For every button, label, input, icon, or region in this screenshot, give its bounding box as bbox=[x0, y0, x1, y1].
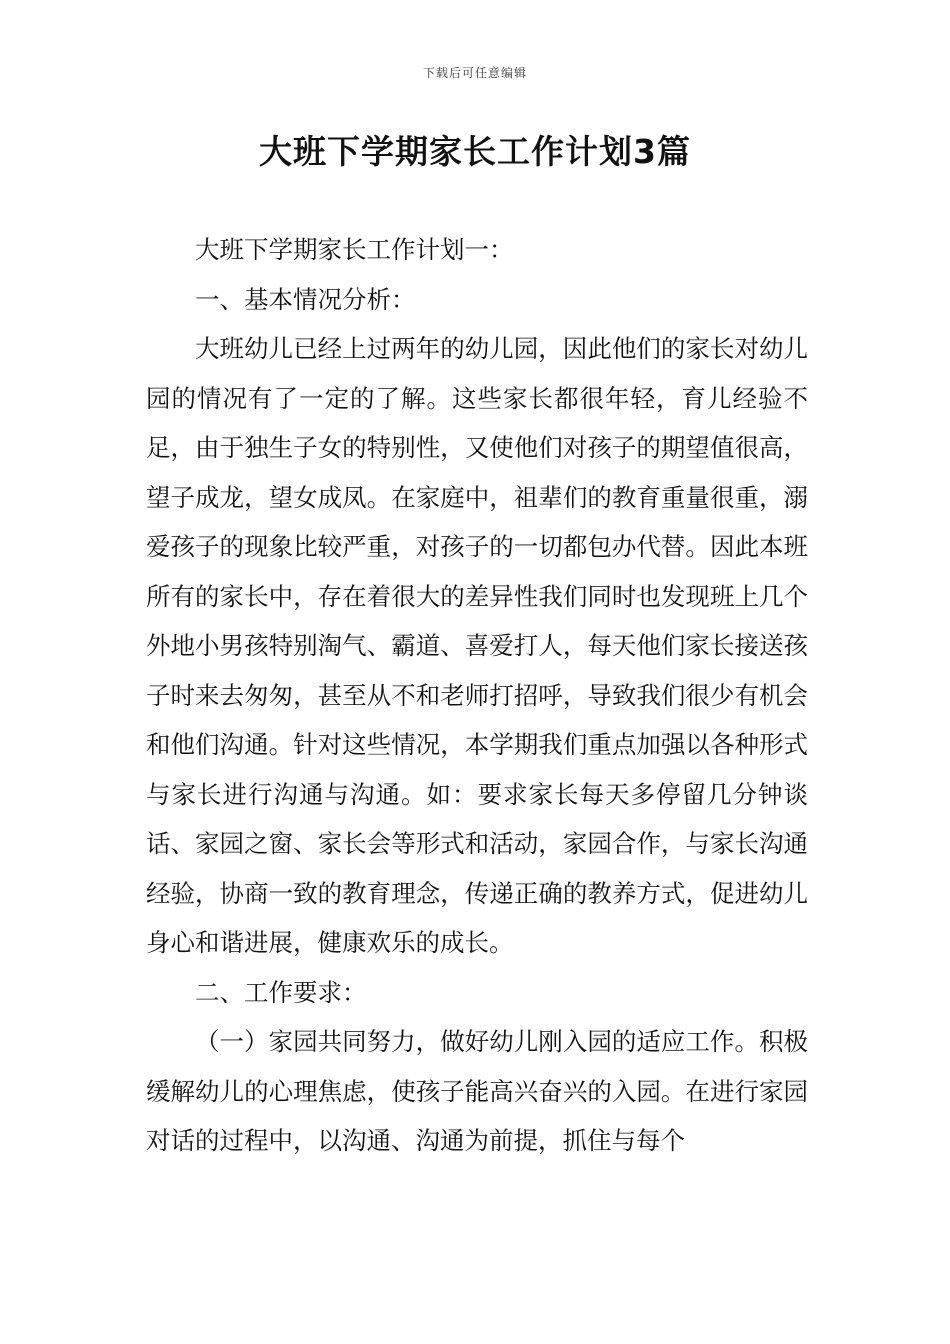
section-heading-plan-one: 大班下学期家长工作计划一： bbox=[195, 235, 514, 264]
section-heading-basic-analysis: 一、基本情况分析： bbox=[195, 284, 416, 314]
document-title: 大班下学期家长工作计划3篇 bbox=[259, 132, 691, 171]
header-note: 下载后可任意编辑 bbox=[422, 66, 527, 80]
section-heading-work-requirements: 二、工作要求： bbox=[195, 977, 367, 1007]
paragraph-analysis: 大班幼儿已经上过两年的幼儿园，因此他们的家长对幼儿园的情况有了一定的了解。这些家长都很年轻，育儿经验不足，由于独生子女的特别性，又使他们对孩子的期望值很高，望子成龙，望女成凤。在家庭中，祖辈们的教育重量很重，溺爱孩子的现象比较严重，对孩子的一切都包办代替。因此本班所有的家长中，存在着很大的差异性我们同时也发现班上几个外地小男孩特别淘气、霸道、喜爱打人，每天他们家长接送孩子时来去匆匆，甚至从不和老师打招呼，导致我们很少有机会和他们沟通。针对这些情况，本学期我们重点加强以各种形式与家长进行沟通与沟通。如：要求家长每天多停留几分钟谈话、家园之窗、家长会等形式和活动，家园合作，与家长沟通经验，协商一致的教育理念，传递正确的教养方式，促进幼儿身心和谐进展，健康欢乐的成长。 bbox=[146, 334, 808, 957]
paragraph-requirement-one: （一）家园共同努力，做好幼儿刚入园的适应工作。积极缓解幼儿的心理焦虑，使孩子能高兴奋兴的入园。在进行家园对话的过程中，以沟通、沟通为前提，抓住与每个 bbox=[146, 1027, 808, 1155]
document-body bbox=[146, 225, 808, 1166]
